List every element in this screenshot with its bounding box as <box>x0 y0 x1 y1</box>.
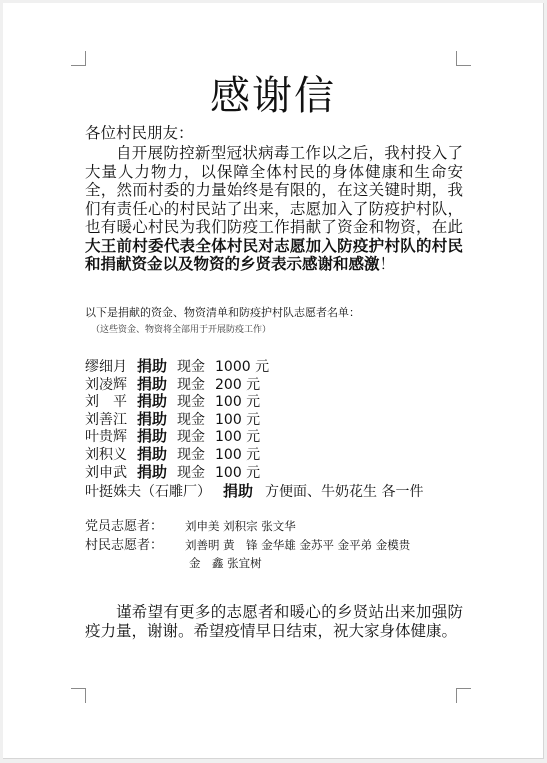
donor-verb: 捐助 <box>137 357 168 375</box>
corner-mark-top-left <box>71 51 86 66</box>
donor-name: 刘积义 <box>85 446 127 463</box>
donor-name: 叶挺姝夫（石雕厂） <box>85 484 211 501</box>
party-volunteers-label: 党员志愿者： <box>85 519 164 534</box>
donor-verb: 捐助 <box>137 462 168 481</box>
paragraph-end: ！ <box>379 255 396 273</box>
donor-verb: 捐助 <box>137 444 168 463</box>
donor-row <box>85 428 423 446</box>
corner-mark-bottom-left <box>71 688 86 703</box>
donor-name: 刘凌辉 <box>85 376 127 393</box>
donor-type: 现金 <box>177 359 205 375</box>
donor-type: 现金 <box>177 394 205 411</box>
donor-row <box>85 376 423 394</box>
document-page <box>3 3 544 759</box>
donor-verb: 捐助 <box>137 427 168 446</box>
paragraph-text: 自开展防控新型冠状病毒工作以之后，我村投入了大量人力物力，以保障全体村民的身体健康和生命安全，然而村委的力量始终是有限的，在这关键时期，我们有责任心的村民站了出来，志愿加入了防疫护村队，也有暖心村民为我们防疫工作捐献了资金和物资，在此 <box>85 144 463 236</box>
donor-amount: 100 元 <box>215 464 261 481</box>
donor-row <box>85 411 423 429</box>
donor-type: 现金 <box>177 376 205 393</box>
donor-row <box>85 393 423 411</box>
donor-amount: 100 元 <box>215 394 261 411</box>
main-paragraph <box>85 144 463 274</box>
paragraph-bold-text: 大王前村委代表全体村民对志愿加入防疫护村队的村民和捐献资金以及物资的乡贤表示感谢和感激 <box>85 236 463 273</box>
donor-type: 现金 <box>177 429 205 446</box>
donor-amount: 1000 元 <box>215 359 270 375</box>
donor-type: 现金 <box>177 446 205 463</box>
donor-name: 刘 平 <box>85 394 127 411</box>
donor-amount: 100 元 <box>215 446 261 463</box>
village-volunteers <box>85 536 410 555</box>
party-volunteers-names: 刘申美 刘积宗 张文华 <box>185 519 296 533</box>
donor-name: 叶贵辉 <box>85 429 127 446</box>
donor-list <box>85 358 423 501</box>
corner-mark-bottom-right <box>456 688 471 703</box>
closing-paragraph: 谨希望有更多的志愿者和暖心的乡贤站出来加强防疫力量，谢谢。希望疫情早日结束，祝大家身体健康。 <box>85 603 463 640</box>
donor-row <box>85 446 423 464</box>
donor-row-goods <box>85 481 423 501</box>
donor-verb: 捐助 <box>137 392 168 411</box>
donor-type: 现金 <box>177 464 205 481</box>
corner-mark-top-right <box>456 51 471 66</box>
donor-verb: 捐助 <box>223 482 254 501</box>
donor-row <box>85 358 423 376</box>
donor-row <box>85 464 423 482</box>
party-volunteers <box>85 517 296 536</box>
village-volunteers-label: 村民志愿者： <box>85 538 164 553</box>
list-heading: 以下是捐献的资金、物资清单和防疫护村队志愿者名单： <box>85 306 360 319</box>
donor-name: 刘申武 <box>85 464 127 481</box>
donor-amount: 100 元 <box>215 429 261 446</box>
letter-title: 感谢信 <box>210 73 336 119</box>
donor-name: 缪细月 <box>85 359 127 375</box>
village-volunteers-line2: 金 鑫 张宜树 <box>189 556 262 570</box>
village-volunteers-names: 刘善明 黄 锋 金华雄 金苏平 金平弟 金模贵 <box>185 538 411 552</box>
donor-type: 现金 <box>177 411 205 428</box>
donor-verb: 捐助 <box>137 409 168 428</box>
donor-verb: 捐助 <box>137 374 168 393</box>
salutation: 各位村民朋友： <box>85 124 194 142</box>
donor-amount: 200 元 <box>215 376 261 393</box>
donor-items: 方便面、牛奶花生 各一件 <box>265 484 424 501</box>
donor-amount: 100 元 <box>215 411 261 428</box>
donor-name: 刘善江 <box>85 411 127 428</box>
list-note: （这些资金、物资将全部用于开展防疫工作） <box>91 325 272 335</box>
